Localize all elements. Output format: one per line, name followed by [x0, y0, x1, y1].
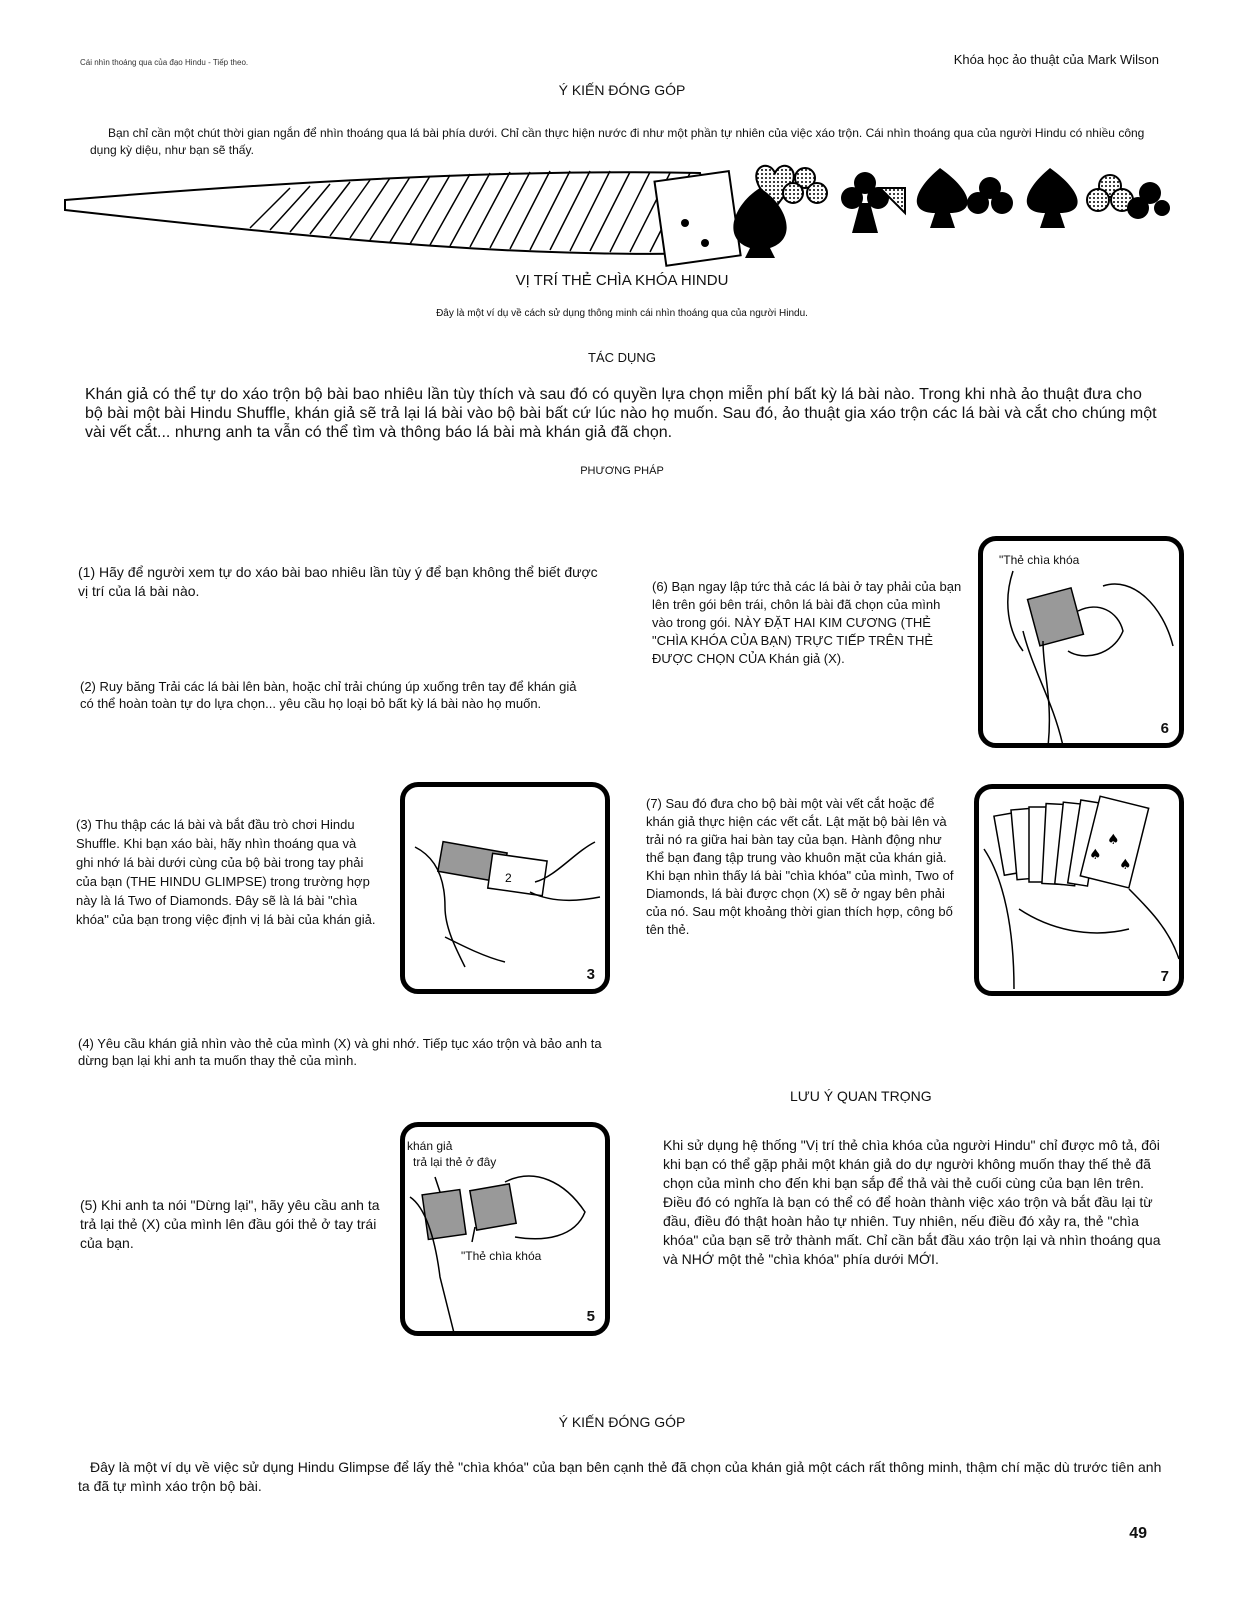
- panel-3-number: 3: [586, 966, 595, 983]
- illustration-panel-7: [974, 784, 1184, 996]
- svg-text:♠: ♠: [1107, 832, 1120, 848]
- note-title: LƯU Ý QUAN TRỌNG: [790, 1088, 932, 1104]
- step-2-text: (2) Ruy băng Trải các lá bài lên bàn, hoặc chỉ trải chúng úp xuống trên tay để khán giả có thể hoàn toàn tự do lựa chọn... yêu cầu họ loại bỏ bất kỳ lá bài nào họ muốn.: [80, 679, 577, 711]
- note-text: Khi sử dụng hệ thống "Vị trí thẻ chìa khóa của người Hindu" chỉ được mô tả, đôi khi bạn có thể gặp phải một khán giả do dự người không muốn thay thế thẻ đã chọn của mình cho đến khi bạn sắp để thả vài thẻ cuối cùng của bạn lên trên. Điều đó có nghĩa là bạn có thể có để hoàn thành việc xáo trộn và bắt đầu lại từ đầu, điều đó thật hoàn hảo tự nhiên. Tuy nhiên, nếu điều đó xảy ra, thẻ "chìa khóa" của bạn sẽ trở thành mất. Chỉ cần bắt đầu xáo trộn lại và nhìn thoáng qua và NHỚ một thẻ "chìa khóa" phía dưới MỚI.: [663, 1137, 1161, 1267]
- step-1-text: (1) Hãy để người xem tự do xáo bài bao nhiêu lần tùy ý để bạn không thể biết được vị trí của lá bài nào.: [78, 564, 598, 599]
- step-6-text: (6) Bạn ngay lập tức thả các lá bài ở tay phải của bạn lên trên gói bên trái, chôn lá bài đã chọn của mình vào trong gói. NÀY ĐẶT HAI KIM CƯƠNG (THẺ "CHÌA KHÓA CỦA BẠN) TRỰC TIẾP TRÊN THẺ ĐƯỢC CHỌN CỦA Khán giả (X).: [652, 579, 962, 666]
- step-4-text: (4) Yêu cầu khán giả nhìn vào thẻ của mình (X) và ghi nhớ. Tiếp tục xáo trộn và bảo anh ta dừng bạn lại khi anh ta muốn thay thẻ của mình.: [78, 1036, 602, 1068]
- svg-text:♠: ♠: [1089, 847, 1102, 863]
- section-subtitle: Đây là một ví dụ về cách sử dụng thông minh cái nhìn thoáng qua của người Hindu.: [436, 308, 808, 319]
- card-fan-banner: [60, 148, 1170, 278]
- illustration-panel-5: [400, 1122, 610, 1336]
- panel-5-caption-top-2: trả lại thẻ ở đây: [413, 1155, 497, 1169]
- running-header-right: Khóa học ảo thuật của Mark Wilson: [953, 52, 1159, 67]
- section-title-hindu-key-card: VỊ TRÍ THẺ CHÌA KHÓA HINDU: [515, 272, 729, 289]
- panel-5-number: 5: [586, 1308, 595, 1325]
- effect-text: Khán giả có thể tự do xáo trộn bộ bài bao nhiêu lần tùy thích và sau đó có quyền lựa chọn miễn phí bất kỳ lá bài nào. Trong khi nhà ảo thuật đưa cho bộ bài một bài Hindu Shuffle, khán giả sẽ trả lại lá bài vào bộ bài bất cứ lúc nào họ muốn. Sau đó, ảo thuật gia xáo trộn các lá bài và cắt cho chúng một vài vết cắt... nhưng anh ta vẫn có thể tìm và thông báo lá bài mà khán giả đã chọn.: [85, 386, 1157, 441]
- contribution-text-2: Đây là một ví dụ về việc sử dụng Hindu Glimpse để lấy thẻ "chìa khóa" của bạn bên cạnh thẻ đã chọn của khán giả một cách rất thông minh, thậm chí mặc dù trước tiên anh ta đã tự mình xáo trộn bộ bài.: [78, 1459, 1162, 1494]
- section-title-contribution-2: Ý KIẾN ĐÓNG GÓP: [558, 1414, 686, 1430]
- svg-text:2: 2: [505, 871, 512, 885]
- svg-text:♠: ♠: [1119, 857, 1132, 873]
- step-3-text: (3) Thu thập các lá bài và bắt đầu trò chơi Hindu Shuffle. Khi bạn xáo bài, hãy nhìn thoáng qua và ghi nhớ lá bài dưới cùng của bộ bài trong tay phải của bạn (THE HINDU GLIMPSE) trong trường hợp này là lá Two of Diamonds. Đây sẽ là lá bài "chìa khóa" của bạn trong việc định vị lá bài của khán giả.: [76, 817, 376, 927]
- panel-7-number: 7: [1160, 968, 1169, 985]
- contribution-text: Bạn chỉ cần một chút thời gian ngắn để nhìn thoáng qua lá bài phía dưới. Chỉ cần thực hiện nước đi như một phần tự nhiên của việc xáo trộn. Cái nhìn thoáng qua của người Hindu có nhiều công dụng kỳ diệu, như bạn sẽ thấy.: [90, 126, 1145, 157]
- step-7-text: (7) Sau đó đưa cho bộ bài một vài vết cắt hoặc để khán giả thực hiện các vết cắt. Lật mặt bộ bài lên và trải nó ra giữa hai bàn tay của bạn. Hành động như thể bạn đang tập trung vào khuôn mặt của khán giả. Khi bạn nhìn thấy lá bài "chìa khóa" của mình, Two of Diamonds, lá bài được chọn (X) sẽ ở ngay bên phải của nó. Sau một khoảng thời gian thích hợp, công bố tên thẻ.: [646, 796, 954, 937]
- running-header-left: Cái nhìn thoáng qua của đạo Hindu - Tiếp theo.: [80, 58, 249, 67]
- illustration-panel-6: [978, 536, 1184, 748]
- page-number: 49: [1129, 1525, 1147, 1542]
- panel-5-caption-top: khán giả: [407, 1139, 453, 1153]
- panel-5-caption-bottom: "Thẻ chìa khóa: [461, 1249, 542, 1263]
- illustration-panel-3: [400, 782, 610, 994]
- method-title: PHƯƠNG PHÁP: [580, 465, 664, 477]
- step-5-text: (5) Khi anh ta nói "Dừng lại", hãy yêu cầu anh ta trả lại thẻ (X) của mình lên đầu gói thẻ ở tay trái của bạn.: [80, 1197, 380, 1251]
- effect-title: TÁC DỤNG: [588, 350, 656, 365]
- panel-6-number: 6: [1160, 720, 1169, 737]
- section-title-contribution: Ý KIẾN ĐÓNG GÓP: [558, 82, 686, 98]
- panel-6-caption: "Thẻ chìa khóa: [999, 553, 1080, 567]
